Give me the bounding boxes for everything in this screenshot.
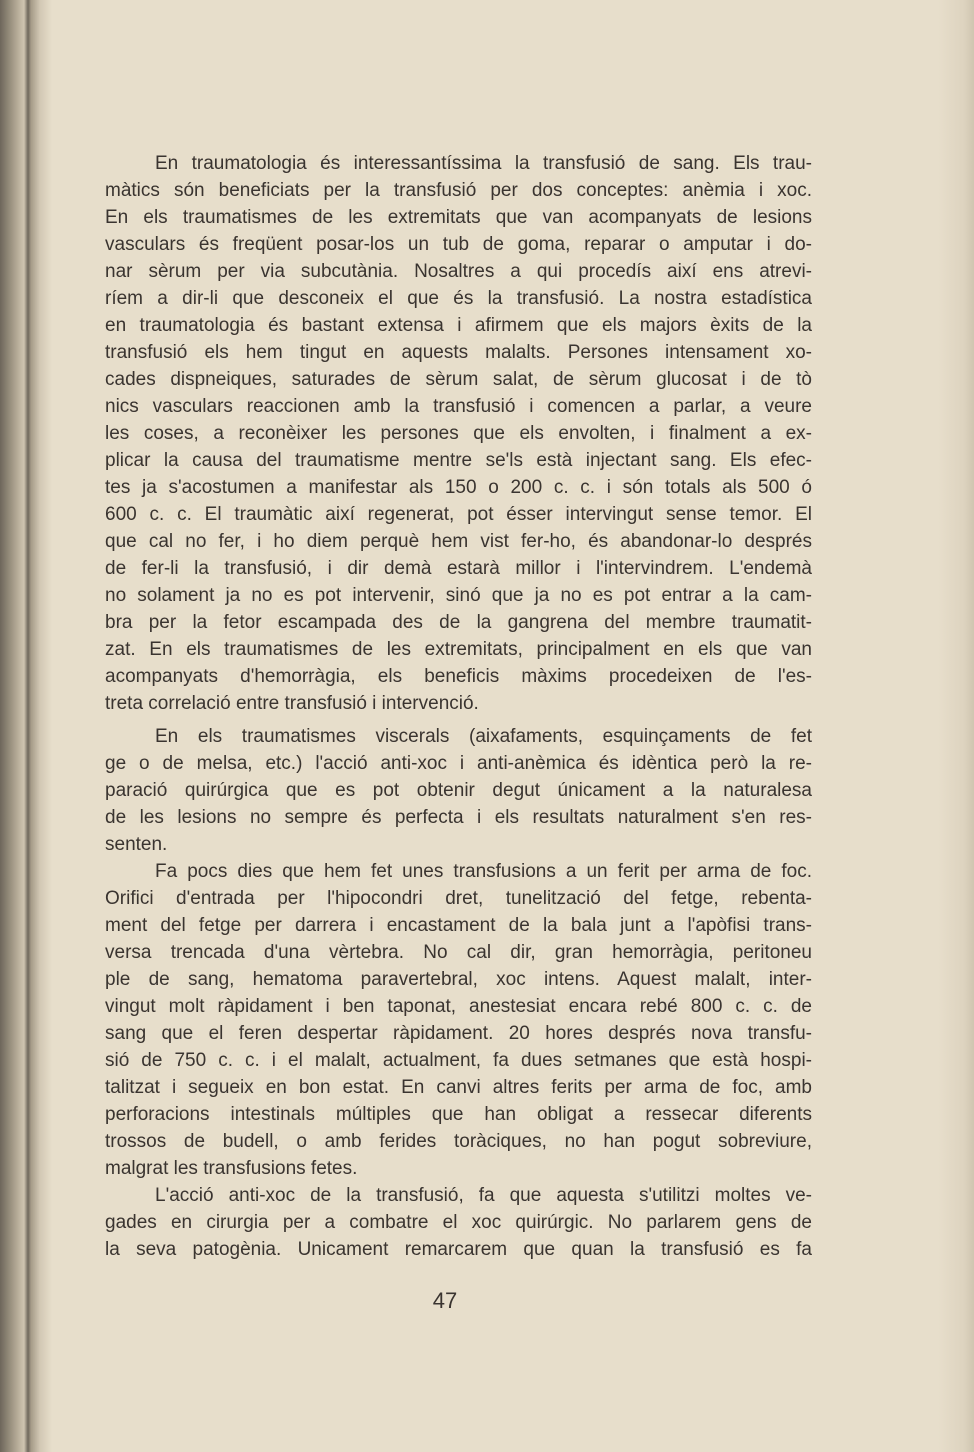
text-line: cades dispneiques, saturades de sèrum salat, de sèrum glucosat i de tò <box>105 369 812 390</box>
paragraph <box>105 723 812 858</box>
text-line: no solament ja no es pot intervenir, sinó que ja no es pot entrar a la cam- <box>105 585 812 606</box>
text-line: sió de 750 c. c. i el malalt, actualment, fa dues setmanes que està hospi- <box>105 1050 812 1071</box>
text-line: vasculars és freqüent posar-los un tub de goma, reparar o amputar i do- <box>105 234 812 255</box>
text-line: de les lesions no sempre és perfecta i els resultats naturalment s'en res- <box>105 807 812 828</box>
text-line: les coses, a reconèixer les persones que els envolten, i finalment a ex- <box>105 423 812 444</box>
book-binding-edge <box>0 0 64 1452</box>
text-line: plicar la causa del traumatisme mentre se'ls està injectant sang. Els efec- <box>105 450 812 471</box>
text-line: L'acció anti-xoc de la transfusió, fa que aquesta s'utilitzi moltes ve- <box>155 1185 812 1206</box>
text-line: transfusió els hem tingut en aquests malalts. Persones intensament xo- <box>105 342 812 363</box>
text-line: tes ja s'acostumen a manifestar als 150 o 200 c. c. i són totals als 500 ó <box>105 477 812 498</box>
text-line: En els traumatismes de les extremitats que van acompanyats de lesions <box>105 207 812 228</box>
text-line: En els traumatismes viscerals (aixafaments, esquinçaments de fet <box>155 726 812 747</box>
text-line: la seva patogènia. Unicament remarcarem que quan la transfusió es fa <box>105 1239 812 1260</box>
text-line: perforacions intestinals múltiples que han obligat a ressecar diferents <box>105 1104 812 1125</box>
text-line: màtics són beneficiats per la transfusió per dos conceptes: anèmia i xoc. <box>105 180 812 201</box>
paragraph <box>105 150 812 717</box>
text-line: ment del fetge per darrera i encastament de la bala junt a l'apòfisi trans- <box>105 915 812 936</box>
text-line: en traumatologia és bastant extensa i afirmem que els majors èxits de la <box>105 315 812 336</box>
text-line: que cal no fer, i ho diem perquè hem vist fer-ho, és abandonar-lo després <box>105 531 812 552</box>
text-line: En traumatologia és interessantíssima la transfusió de sang. Els trau- <box>155 153 812 174</box>
text-line: nics vasculars reaccionen amb la transfusió i comencen a parlar, a veure <box>105 396 812 417</box>
text-line: nar sèrum per via subcutània. Nosaltres a qui procedís així ens atrevi- <box>105 261 812 282</box>
text-line: de fer-li la transfusió, i dir demà estarà millor i l'intervindrem. L'endemà <box>105 558 812 579</box>
text-line: trossos de budell, o amb ferides toràciques, no han pogut sobreviure, <box>105 1131 812 1152</box>
text-line: vingut molt ràpidament i ben taponat, anestesiat encara rebé 800 c. c. de <box>105 996 812 1017</box>
paragraph <box>105 1182 812 1263</box>
text-line: talitzat i segueix en bon estat. En canvi altres ferits per arma de foc, amb <box>105 1077 812 1098</box>
text-line: treta correlació entre transfusió i intervenció. <box>105 693 479 714</box>
text-line: versa trencada d'una vèrtebra. No cal dir, gran hemorràgia, peritoneu <box>105 942 812 963</box>
text-line: ge o de melsa, etc.) l'acció anti-xoc i anti-anèmica és idèntica però la re- <box>105 753 812 774</box>
body-text <box>105 150 812 1263</box>
text-line: Orifici d'entrada per l'hipocondri dret, tunelització del fetge, rebenta- <box>105 888 812 909</box>
text-line: Fa pocs dies que hem fet unes transfusions a un ferit per arma de foc. <box>155 861 812 882</box>
text-line: sang que el feren despertar ràpidament. 20 hores després nova transfu- <box>105 1023 812 1044</box>
text-line: 600 c. c. El traumàtic així regenerat, pot ésser intervingut sense temor. El <box>105 504 812 525</box>
text-line: zat. En els traumatismes de les extremitats, principalment en els que van <box>105 639 812 660</box>
page-edge-shadow <box>938 0 974 1452</box>
page-number: 47 <box>432 1288 458 1313</box>
text-line: bra per la fetor escampada des de la gangrena del membre traumatit- <box>105 612 812 633</box>
text-line: paració quirúrgica que es pot obtenir degut únicament a la naturalesa <box>105 780 812 801</box>
paragraph <box>105 858 812 1182</box>
text-line: acompanyats d'hemorràgia, els beneficis màxims procedeixen de l'es- <box>105 666 812 687</box>
text-line: ple de sang, hematoma paravertebral, xoc intens. Aquest malalt, inter- <box>105 969 812 990</box>
text-line: senten. <box>105 834 168 855</box>
text-line: malgrat les transfusions fetes. <box>105 1158 358 1179</box>
text-line: gades en cirurgia per a combatre el xoc quirúrgic. No parlarem gens de <box>105 1212 812 1233</box>
text-line: ríem a dir-li que desconeix el que és la transfusió. La nostra estadística <box>105 288 812 309</box>
